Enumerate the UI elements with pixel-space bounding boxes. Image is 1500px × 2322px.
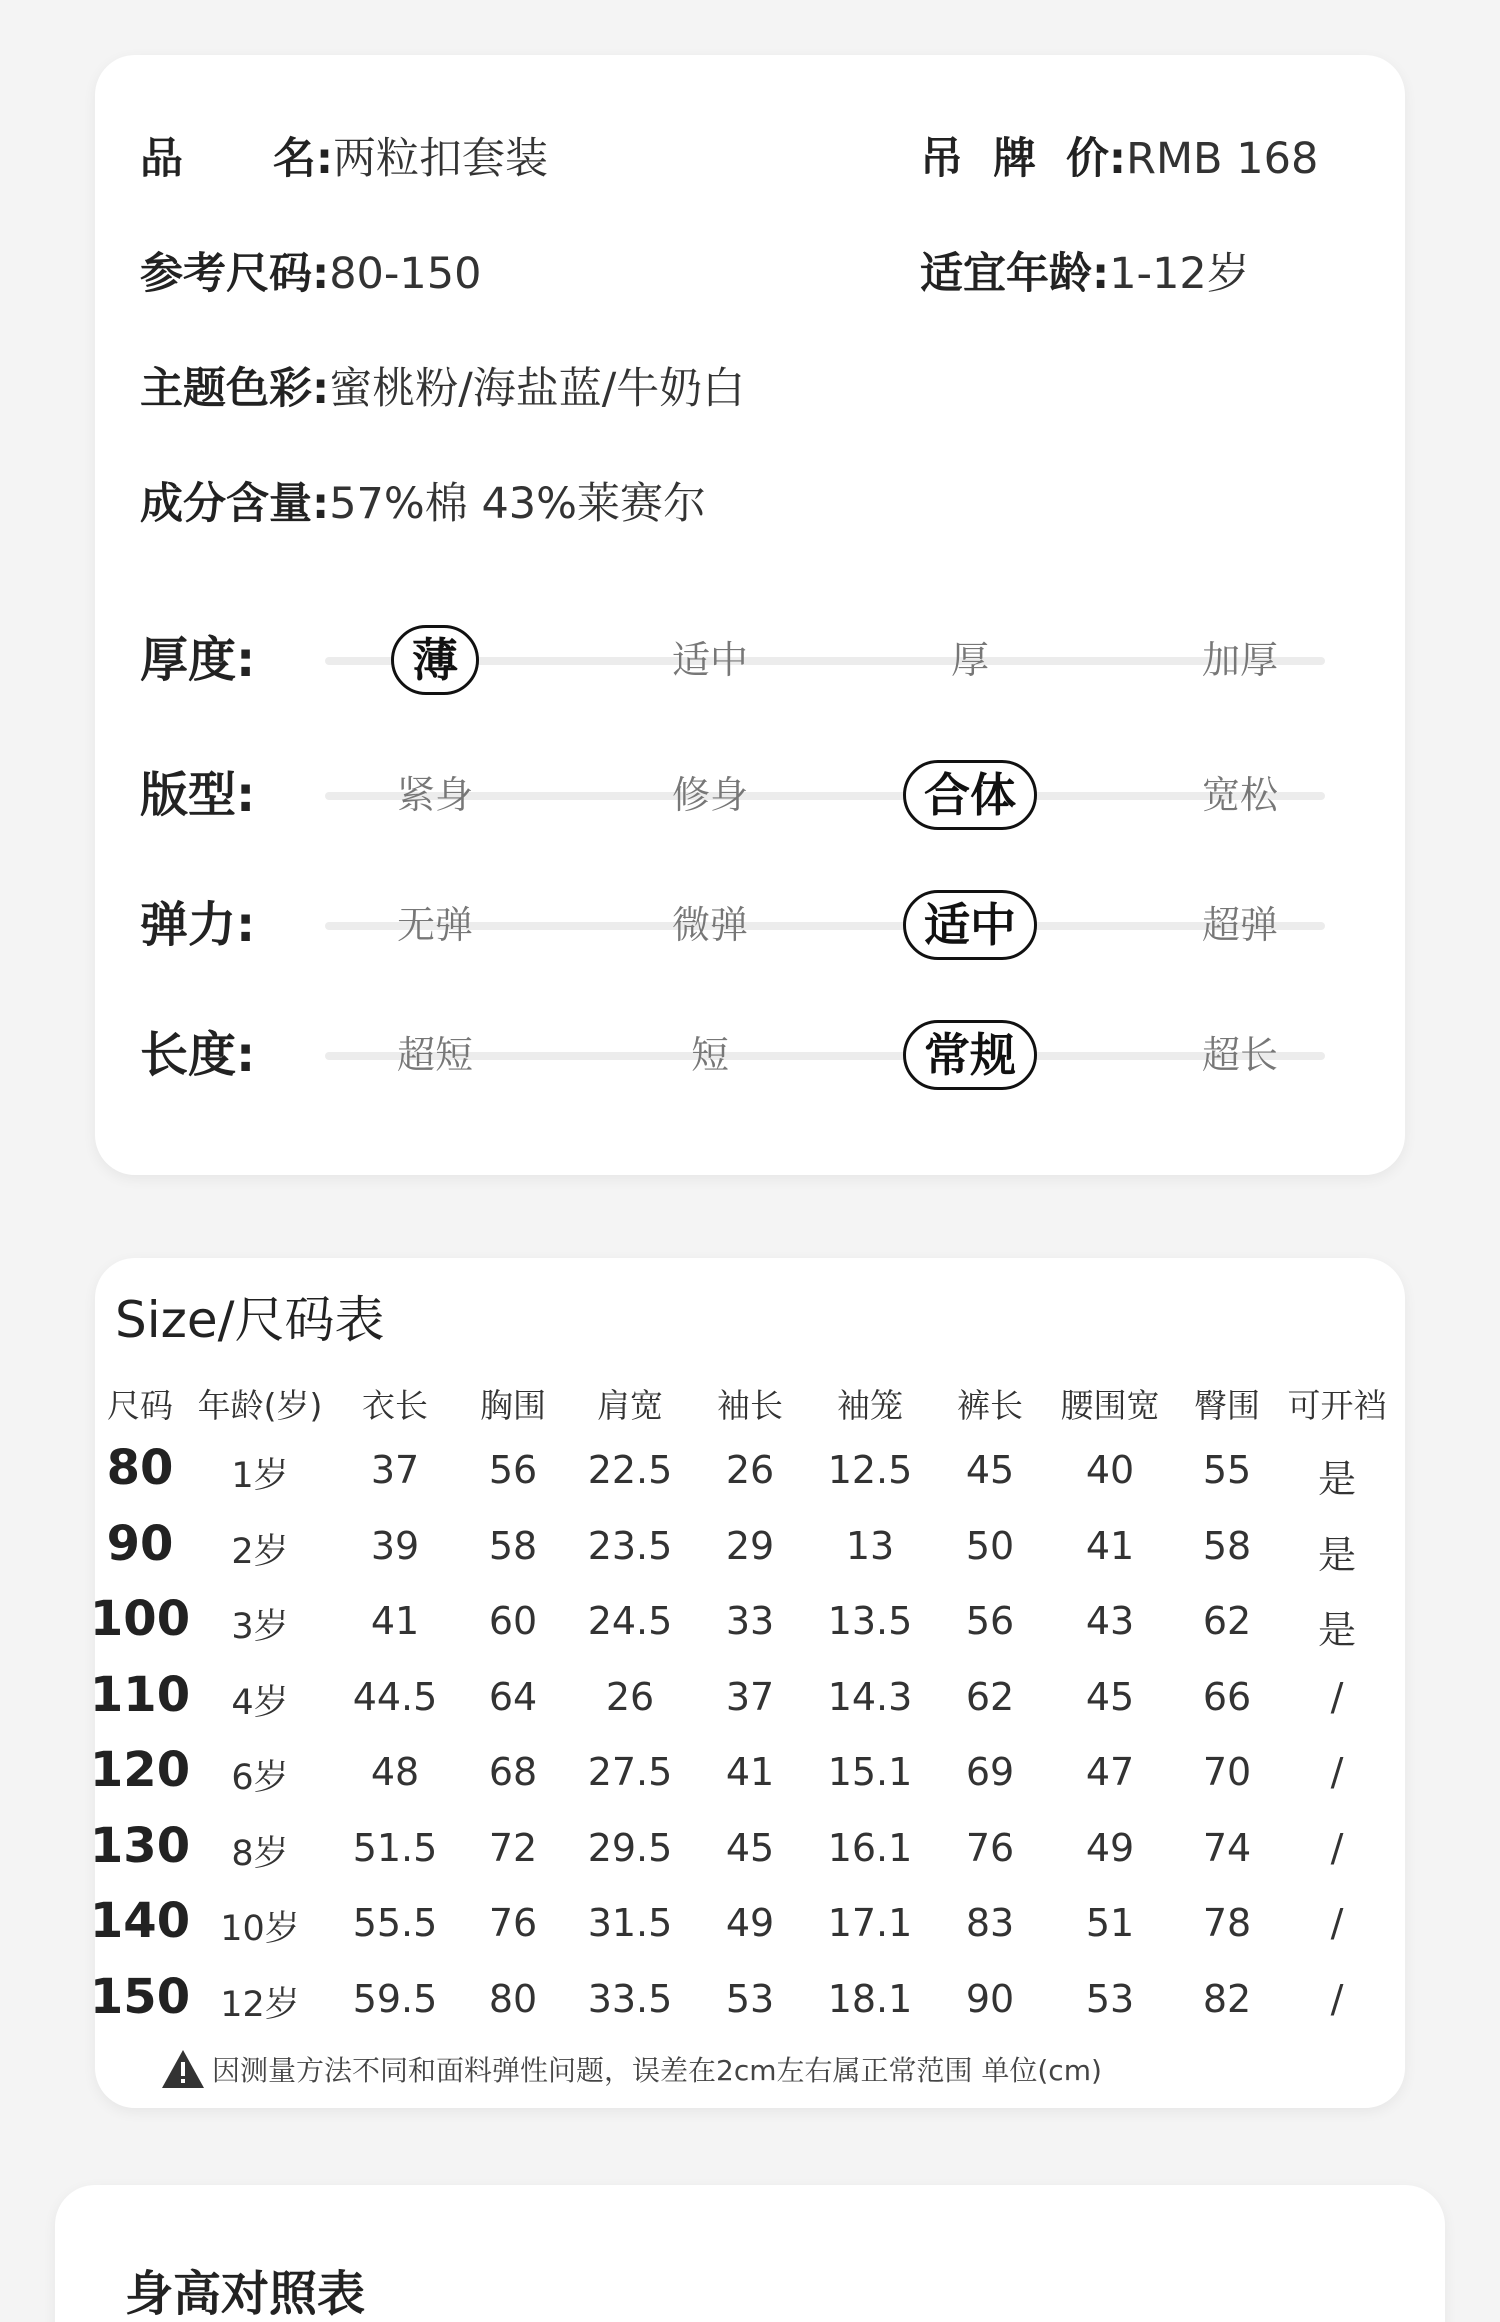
size-table-title: Size/尺码表 — [115, 1291, 385, 1349]
table-cell: 45 — [965, 1448, 1015, 1492]
table-cell: 22.5 — [587, 1448, 673, 1492]
table-cell: 80 — [488, 1976, 538, 2021]
scale-option: 紧身 — [396, 773, 474, 817]
table-cell: 68 — [488, 1750, 538, 1794]
table-cell: 48 — [370, 1750, 420, 1794]
scale-track — [325, 1052, 1325, 1060]
height-chart-title: 身高对照表 — [125, 2266, 366, 2322]
table-cell: 76 — [488, 1901, 538, 1945]
table-cell: 29.5 — [587, 1825, 673, 1870]
column-header: 尺码 — [107, 1386, 173, 1425]
scale-row — [95, 620, 1405, 700]
price-line — [920, 125, 1318, 186]
measurement-note — [160, 2048, 1102, 2090]
material-line — [140, 470, 706, 531]
table-cell: 70 — [1202, 1750, 1252, 1794]
table-cell: 56 — [965, 1599, 1015, 1643]
table-cell: 58 — [1202, 1523, 1252, 1568]
table-cell: 45 — [1085, 1674, 1135, 1719]
product-name-line — [140, 125, 548, 186]
age-value: 1-12岁 — [1109, 249, 1250, 299]
table-cell: 13 — [845, 1523, 895, 1568]
table-cell: 15.1 — [827, 1750, 913, 1794]
column-header: 袖长 — [717, 1386, 783, 1425]
table-cell: 74 — [1202, 1825, 1252, 1870]
table-cell: 37 — [725, 1674, 775, 1719]
table-cell: / — [1330, 1750, 1344, 1794]
table-cell: 82 — [1202, 1976, 1252, 2021]
table-cell: 49 — [725, 1901, 775, 1945]
scale-option: 超短 — [396, 1033, 474, 1077]
size-cell: 110 — [89, 1666, 191, 1723]
size-table-card — [89, 1258, 1405, 2108]
table-cell: 76 — [965, 1825, 1015, 1870]
column-header: 腰围宽 — [1060, 1386, 1160, 1425]
scale-option-selected: 适中 — [903, 890, 1037, 960]
table-cell: 41 — [1085, 1523, 1135, 1568]
table-cell: 8岁 — [231, 1833, 289, 1874]
size-cell: 150 — [89, 1968, 191, 2025]
table-cell: 44.5 — [352, 1674, 438, 1719]
table-cell: 10岁 — [220, 1909, 300, 1949]
table-cell: 69 — [965, 1750, 1015, 1794]
column-header: 裤长 — [957, 1386, 1023, 1425]
table-cell: 66 — [1202, 1674, 1252, 1719]
table-cell: 37 — [370, 1448, 420, 1492]
table-cell: 23.5 — [587, 1523, 673, 1568]
table-cell: 60 — [488, 1599, 538, 1643]
table-cell: 50 — [965, 1523, 1015, 1568]
scale-label: 长度: — [140, 1027, 256, 1083]
size-range-line — [140, 240, 482, 301]
warning-icon — [160, 2048, 206, 2090]
table-cell: 26 — [725, 1448, 775, 1492]
table-cell: 41 — [370, 1599, 420, 1643]
table-cell: 64 — [488, 1674, 538, 1719]
table-cell: 4岁 — [231, 1682, 289, 1723]
table-cell: 26 — [605, 1674, 655, 1719]
table-cell: 是 — [1317, 1608, 1357, 1652]
table-cell: 13.5 — [827, 1599, 913, 1643]
scale-option-selected: 合体 — [903, 760, 1037, 830]
table-cell: 90 — [965, 1976, 1015, 2021]
table-cell: 53 — [1085, 1976, 1135, 2021]
table-cell: 6岁 — [231, 1758, 289, 1798]
scale-option: 厚 — [950, 638, 990, 682]
scale-label: 版型: — [140, 767, 256, 823]
size-range-value: 80-150 — [329, 249, 482, 299]
table-cell: 18.1 — [827, 1976, 913, 2021]
table-cell: / — [1330, 1825, 1344, 1870]
table-cell: 55.5 — [352, 1901, 438, 1945]
table-cell: 53 — [725, 1976, 775, 2021]
table-cell: 是 — [1317, 1532, 1357, 1577]
size-cell: 90 — [106, 1515, 174, 1572]
scale-row — [95, 885, 1405, 965]
product-name-value: 两粒扣套装 — [333, 134, 549, 184]
table-cell: 24.5 — [587, 1599, 673, 1643]
table-cell: / — [1330, 1674, 1344, 1719]
size-cell: 80 — [106, 1440, 174, 1496]
table-cell: 72 — [488, 1825, 538, 1870]
age-line — [920, 240, 1250, 301]
measurement-note-text: 因测量方法不同和面料弹性问题，误差在2cm左右属正常范围 单位(cm) — [212, 2054, 1102, 2087]
column-header: 臀围 — [1194, 1386, 1260, 1425]
price-label: 吊 牌 价: — [920, 134, 1127, 184]
table-cell: 1岁 — [231, 1456, 289, 1496]
scale-option: 适中 — [671, 638, 749, 682]
scale-option: 短 — [690, 1033, 730, 1077]
table-cell: 49 — [1085, 1825, 1135, 1870]
material-label: 成分含量: — [140, 479, 330, 529]
table-cell: 29 — [725, 1523, 775, 1568]
table-cell: 14.3 — [827, 1674, 913, 1719]
table-cell: 43 — [1085, 1599, 1135, 1643]
scale-option: 超长 — [1201, 1033, 1279, 1077]
table-cell: 62 — [965, 1674, 1015, 1719]
scale-label: 弹力: — [140, 897, 256, 953]
table-cell: 17.1 — [827, 1901, 913, 1945]
table-cell: 62 — [1202, 1599, 1252, 1643]
table-cell: 31.5 — [587, 1901, 673, 1945]
material-value: 57%棉 43%莱赛尔 — [329, 479, 707, 529]
size-cell: 100 — [89, 1591, 191, 1647]
table-cell: 40 — [1085, 1448, 1135, 1492]
table-cell: 45 — [725, 1825, 775, 1870]
table-cell: 47 — [1085, 1750, 1135, 1794]
table-cell: / — [1330, 1901, 1344, 1945]
table-cell: 27.5 — [587, 1750, 673, 1794]
table-cell: 是 — [1317, 1457, 1357, 1501]
table-cell: 33.5 — [587, 1976, 673, 2021]
table-cell: 16.1 — [827, 1825, 913, 1870]
table-cell: 2岁 — [231, 1531, 289, 1572]
scale-track — [325, 922, 1325, 930]
scale-label: 厚度: — [140, 632, 256, 688]
column-header: 可开裆 — [1287, 1386, 1387, 1425]
table-cell: / — [1330, 1976, 1344, 2021]
size-cell: 140 — [89, 1893, 191, 1949]
column-header: 胸围 — [480, 1386, 546, 1425]
column-header: 袖笼 — [837, 1386, 903, 1425]
product-name-label: 品 名: — [140, 134, 334, 184]
table-cell: 78 — [1202, 1901, 1252, 1945]
table-cell: 56 — [488, 1448, 538, 1492]
column-header: 肩宽 — [597, 1386, 663, 1425]
age-label: 适宜年龄: — [920, 249, 1110, 299]
color-line — [140, 355, 745, 416]
table-cell: 12.5 — [827, 1448, 913, 1492]
table-cell: 58 — [488, 1523, 538, 1568]
height-chart-card — [55, 2185, 1445, 2322]
table-cell: 41 — [725, 1750, 775, 1794]
scale-option: 修身 — [671, 773, 749, 817]
size-range-label: 参考尺码: — [140, 249, 330, 299]
scale-track — [325, 792, 1325, 800]
scale-option-selected: 常规 — [903, 1020, 1037, 1090]
scale-option: 超弹 — [1201, 903, 1279, 947]
table-cell: 39 — [370, 1523, 420, 1568]
price-value: RMB 168 — [1126, 134, 1319, 184]
scale-row — [95, 755, 1405, 835]
table-cell: 33 — [725, 1599, 775, 1643]
size-cell: 130 — [89, 1817, 191, 1874]
table-cell: 3岁 — [231, 1607, 289, 1647]
product-info-card — [95, 55, 1405, 1175]
scale-option: 无弹 — [396, 903, 474, 947]
table-cell: 51.5 — [352, 1825, 438, 1870]
column-header: 衣长 — [362, 1386, 428, 1425]
size-cell: 120 — [89, 1742, 191, 1798]
scale-option-selected: 薄 — [391, 625, 479, 695]
color-value: 蜜桃粉/海盐蓝/牛奶白 — [329, 364, 746, 414]
scale-row — [95, 1015, 1405, 1095]
table-cell: 51 — [1085, 1901, 1135, 1945]
table-cell: 59.5 — [352, 1976, 438, 2021]
scale-option: 宽松 — [1201, 773, 1279, 817]
table-cell: 55 — [1202, 1448, 1252, 1492]
column-header: 年龄(岁) — [197, 1386, 323, 1425]
scale-option: 微弹 — [671, 903, 749, 947]
table-cell: 12岁 — [220, 1984, 300, 2025]
table-cell: 83 — [965, 1901, 1015, 1945]
scale-option: 加厚 — [1201, 638, 1279, 682]
color-label: 主题色彩: — [140, 364, 330, 414]
